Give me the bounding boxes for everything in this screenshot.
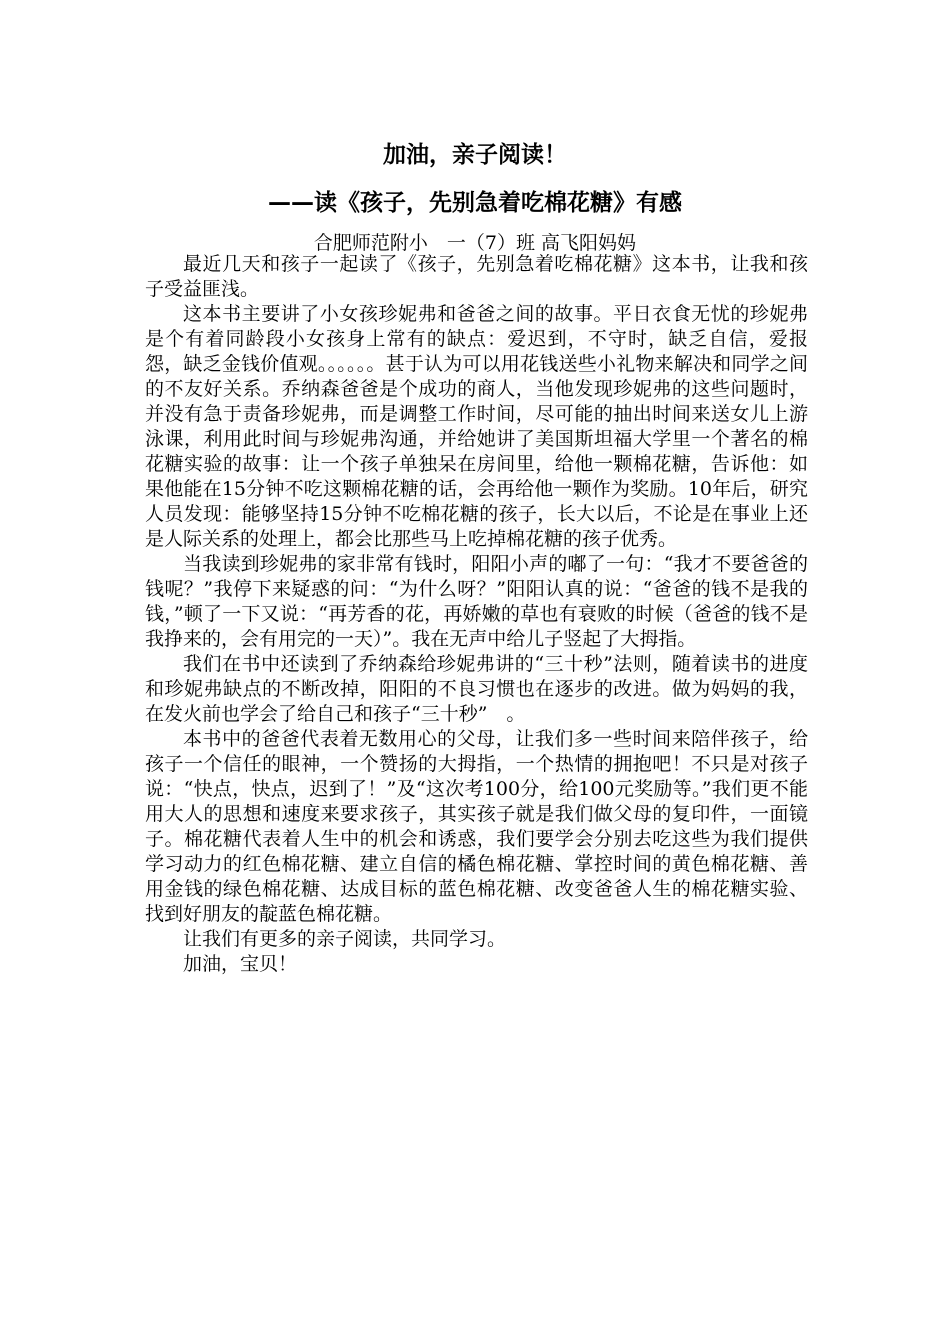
paragraph-story-summary: 这本书主要讲了小女孩珍妮弗和爸爸之间的故事。平日衣食无忧的珍妮弗是个有着同龄段小女孩身上常有的缺点：爱迟到，不守时，缺乏自信，爱报怨，缺乏金钱价值观。。。。。。甚于认为可以用花钱送些小礼物来解决和同学之间的不友好关系。乔纳森爸爸是个成功的商人，当他发现珍妮弗的这些问题时，并没有急于责备珍妮弗，而是调整工作时间，尽可能的抽出时间来送女儿上游泳课，利用此时间与珍妮弗沟通，并给她讲了美国斯坦福大学里一个著名的棉花糖实验的故事：让一个孩子单独呆在房间里，给他一颗棉花糖，告诉他：如果他能在15分钟不吃这颗棉花糖的话，会再给他一颗作为奖励。10年后，研究人员发现：能够坚持15分钟不吃棉花糖的孩子，长大以后，不论是在事业上还是人际关系的处理上，都会比那些马上吃掉棉花糖的孩子优秀。 — [145, 303, 808, 550]
paragraph-closing: 让我们有更多的亲子阅读，共同学习。 — [183, 928, 507, 950]
paragraph-reflection: 本书中的爸爸代表着无数用心的父母，让我们多一些时间来陪伴孩子，给孩子一个信任的眼神，一个赞扬的大拇指，一个热情的拥抱吧！不只是对孩子说：“快点，快点，迟到了！”及“这次考100分，给100元奖励等。”我们更不能用大人的思想和速度来要求孩子，其实孩子就是我们做父母的复印件，一面镜子。棉花糖代表着人生中的机会和诱惑，我们要学会分别去吃这些为我们提供学习动力的红色棉花糖、建立自信的橘色棉花糖、掌控时间的黄色棉花糖、善用金钱的绿色棉花糖、达成目标的蓝色棉花糖、改变爸爸人生的棉花糖实验、找到好朋友的靛蓝色棉花糖。 — [145, 728, 808, 925]
document-subtitle: ——读《孩子，先别急着吃棉花糖》有感 — [268, 190, 682, 216]
paragraph-intro: 最近几天和孩子一起读了《孩子，先别急着吃棉花糖》这本书，让我和孩子受益匪浅。 — [145, 253, 808, 300]
paragraph-thirty-seconds: 我们在书中还读到了乔纳森给珍妮弗讲的“三十秒”法则，随着读书的进度和珍妮弗缺点的不断改掉，阳阳的不良习惯也在逐步的改进。做为妈妈的我，在发火前也学会了给自己和孩子“三十秒” 。 — [145, 653, 808, 725]
paragraph-son-reaction: 当我读到珍妮弗的家非常有钱时，阳阳小声的嘟了一句：“我才不要爸爸的钱呢？”我停下来疑惑的问：“为什么呀？”阳阳认真的说：“爸爸的钱不是我的钱，”顿了一下又说：“再芳香的花，再娇嫩的草也有衰败的时候（爸爸的钱不是我挣来的，会有用完的一天）”。我在无声中给儿子竖起了大拇指。 — [145, 553, 808, 650]
author-byline: 合肥师范附小 一（7）班 高飞阳妈妈 — [313, 232, 637, 254]
document-title: 加油，亲子阅读！ — [383, 142, 567, 168]
paragraph-cheer: 加油，宝贝！ — [183, 953, 298, 975]
article-body — [145, 252, 808, 977]
